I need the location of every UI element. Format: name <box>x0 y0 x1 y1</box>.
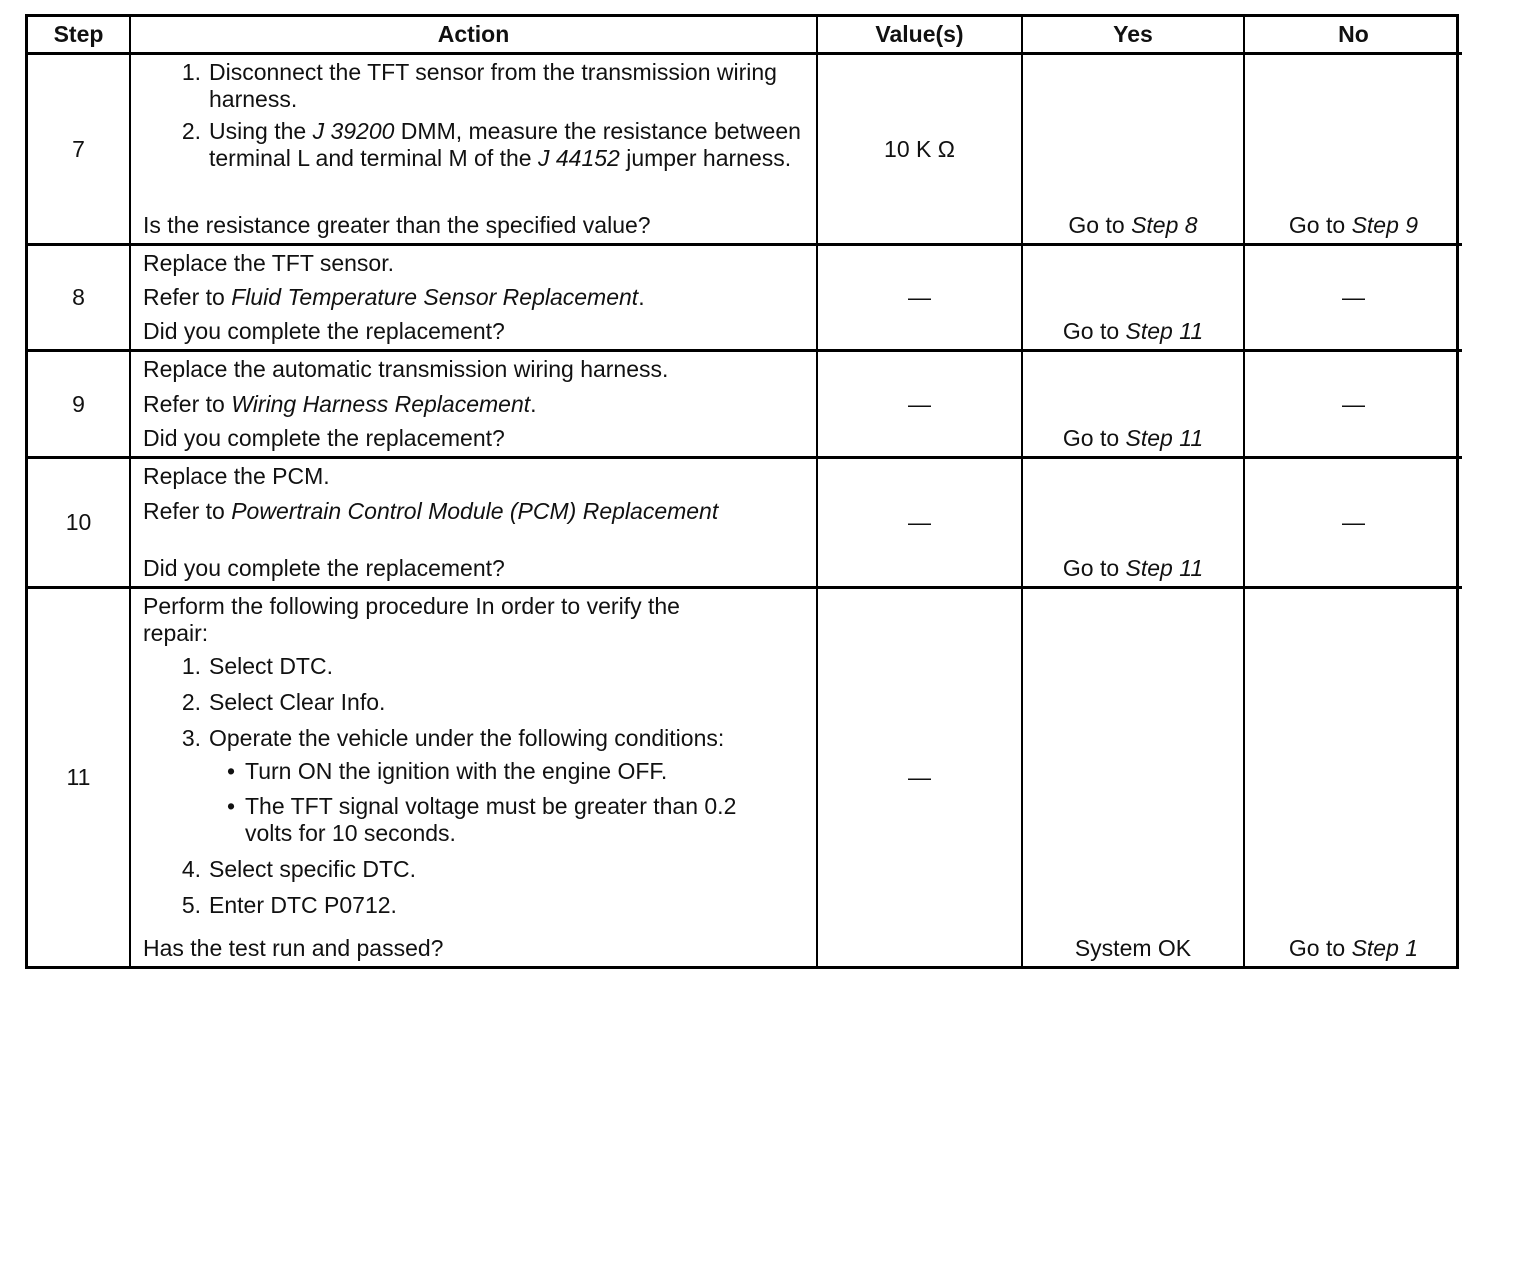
action-cell <box>131 55 818 246</box>
bullet-icon: • <box>226 758 235 784</box>
text-run: jumper harness. <box>619 145 792 171</box>
action-cell <box>131 589 818 966</box>
question: Did you complete the replacement? <box>143 425 505 451</box>
step-link[interactable]: Step 8 <box>1131 212 1198 238</box>
bullet-icon: • <box>226 793 235 819</box>
text-run: Using the <box>209 118 313 144</box>
no-cell: — <box>1245 459 1462 589</box>
list-text: Enter DTC P0712. <box>209 892 397 918</box>
question: Is the resistance greater than the specified value? <box>143 212 651 238</box>
list-item <box>143 118 806 172</box>
text-run: Go to <box>1288 212 1346 238</box>
list-item <box>143 856 806 883</box>
text-run: Go to <box>1068 212 1125 238</box>
no-cell: — <box>1245 246 1462 352</box>
list-item <box>143 59 806 113</box>
intro-text: Perform the following procedure In order to verify the repair: <box>143 593 680 646</box>
list-item <box>143 653 806 680</box>
reference-link[interactable]: Fluid Temperature Sensor Replacement <box>231 284 639 310</box>
diagnostic-table <box>25 14 1459 969</box>
bullet-text: The TFT signal voltage must be greater than 0.2 volts for 10 seconds. <box>245 793 737 846</box>
list-text: Select specific DTC. <box>209 856 417 882</box>
list-text <box>209 118 806 172</box>
header-no: No <box>1245 17 1462 55</box>
tool-ref: J 39200 <box>312 118 395 144</box>
list-text <box>209 725 806 847</box>
step-link[interactable]: Step 11 <box>1125 318 1204 344</box>
action-text: Replace the TFT sensor. <box>143 250 395 276</box>
text-run: Operate the vehicle under the following conditions: <box>209 725 725 751</box>
no-cell <box>1245 589 1462 966</box>
step-cell: 9 <box>28 352 131 459</box>
value-cell: — <box>818 246 1023 352</box>
list-number: 1. <box>181 653 201 679</box>
step-cell: 7 <box>28 55 131 246</box>
list-number: 5. <box>181 892 201 918</box>
action-cell <box>131 459 818 589</box>
step-cell: 11 <box>28 589 131 966</box>
list-item <box>143 689 806 716</box>
text-run: Go to <box>1288 935 1346 961</box>
no-cell <box>1245 55 1462 246</box>
list-number: 3. <box>181 725 201 751</box>
numbered-list <box>143 653 806 919</box>
bullet-item <box>143 793 806 847</box>
step-cell: 8 <box>28 246 131 352</box>
list-item <box>143 725 806 847</box>
list-number: 2. <box>181 689 201 715</box>
action-text: Replace the automatic transmission wiring harness. <box>143 356 669 382</box>
header-values: Value(s) <box>818 17 1023 55</box>
list-text: Select DTC. <box>209 653 333 679</box>
action-text: Replace the PCM. <box>143 463 330 489</box>
step-link[interactable]: Step 9 <box>1351 212 1419 238</box>
yes-cell <box>1023 459 1245 589</box>
list-number: 2. <box>181 118 201 144</box>
reference-link[interactable]: Wiring Harness Replacement <box>231 390 531 417</box>
value-cell: — <box>818 459 1023 589</box>
text-run: . <box>530 390 537 417</box>
text-run: Refer to <box>143 390 232 417</box>
text-run: Refer to <box>143 284 232 310</box>
value-cell: — <box>818 589 1023 966</box>
header-step: Step <box>28 17 131 55</box>
list-text: Select Clear Info. <box>209 689 386 715</box>
step-link[interactable]: Step 1 <box>1351 935 1419 961</box>
step-link[interactable]: Step 11 <box>1125 425 1204 451</box>
question: Did you complete the replacement? <box>143 318 505 344</box>
bullet-list <box>143 758 806 847</box>
header-yes: Yes <box>1023 17 1245 55</box>
bullet-text: Turn ON the ignition with the engine OFF. <box>245 758 668 784</box>
yes-cell: System OK <box>1023 589 1245 966</box>
question: Did you complete the replacement? <box>143 555 505 581</box>
text-run: . <box>638 284 645 310</box>
header-action: Action <box>131 17 818 55</box>
reference-link[interactable]: Powertrain Control Module (PCM) Replacement <box>231 498 719 524</box>
bullet-item <box>143 758 806 785</box>
text-run: Go to <box>1062 555 1120 581</box>
reference <box>143 391 806 418</box>
no-cell: — <box>1245 352 1462 459</box>
numbered-list <box>143 59 806 172</box>
text-run: Go to <box>1062 318 1120 344</box>
tool-ref: J 44152 <box>537 145 620 171</box>
value-cell: 10 K Ω <box>818 55 1023 246</box>
value-cell: — <box>818 352 1023 459</box>
question: Has the test run and passed? <box>143 935 444 961</box>
list-item <box>143 892 806 919</box>
yes-cell <box>1023 55 1245 246</box>
list-number: 4. <box>181 856 201 882</box>
reference <box>143 284 806 311</box>
action-cell <box>131 246 818 352</box>
text-run: DMM, measure the resistance between terminal L and terminal M of the <box>209 118 801 171</box>
step-cell: 10 <box>28 459 131 589</box>
step-link[interactable]: Step 11 <box>1125 555 1204 581</box>
reference <box>143 498 806 525</box>
list-number: 1. <box>181 59 201 85</box>
yes-cell <box>1023 246 1245 352</box>
text-run: Go to <box>1062 425 1120 451</box>
yes-cell <box>1023 352 1245 459</box>
list-text: Disconnect the TFT sensor from the transmission wiring harness. <box>209 59 777 112</box>
action-cell <box>131 352 818 459</box>
text-run: Refer to <box>143 498 232 524</box>
